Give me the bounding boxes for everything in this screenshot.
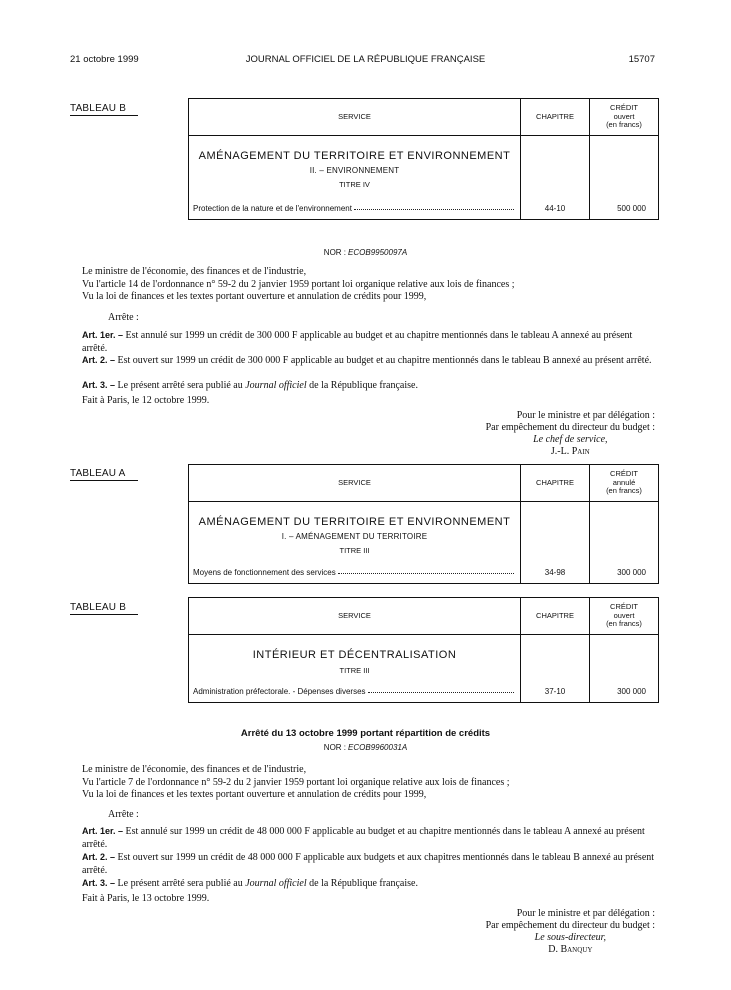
table-line: Administration préfectorale. - Dépenses diverses	[193, 687, 516, 696]
titre-label: TITRE III	[339, 666, 370, 675]
article-1: Art. 1er. – Est annulé sur 1999 un crédit de 48 000 000 F applicable au budget et au chapitre mentionnés dans le tableau A annexé au présent arrêté.	[82, 826, 645, 850]
table-header-row	[189, 465, 658, 502]
section-title: AMÉNAGEMENT DU TERRITOIRE ET ENVIRONNEMENT	[198, 516, 511, 528]
header-credit: CRÉDIT ouvert (en francs)	[606, 602, 642, 629]
header-credit: CRÉDIT ouvert (en francs)	[606, 103, 642, 130]
header-date: 21 octobre 1999	[70, 54, 139, 65]
subsection-title: II. – ENVIRONNEMENT	[309, 166, 400, 175]
header-page-number: 15707	[628, 54, 655, 65]
tableau-a-table	[188, 464, 659, 584]
titre-label: TITRE III	[339, 546, 370, 555]
fait-a-paris: Fait à Paris, le 13 octobre 1999.	[82, 893, 210, 904]
nor-line: NOR : ECOB9960031A	[323, 743, 408, 752]
tableau-b2-table	[188, 597, 659, 703]
section-title: AMÉNAGEMENT DU TERRITOIRE ET ENVIRONNEMENT	[198, 150, 511, 162]
article-2: Art. 2. – Est ouvert sur 1999 un crédit de 300 000 F applicable au budget et au chapitre mentionnés dans le tableau B annexé au présent arrêté.	[82, 355, 652, 366]
tableau-a-label: TABLEAU A	[70, 468, 138, 481]
header-chapitre: CHAPITRE	[536, 111, 574, 121]
chapitre-value: 44-10	[544, 204, 566, 213]
article-2: Art. 2. – Est ouvert sur 1999 un crédit de 48 000 000 F applicable aux budgets et aux chapitres mentionnés dans le tableau B annexé au présent arrêté.	[82, 852, 655, 876]
chapitre-value: 34-98	[544, 568, 566, 577]
header-chapitre: CHAPITRE	[536, 477, 574, 487]
header-service: SERVICE	[338, 477, 371, 487]
credit-value: 300 000	[617, 687, 646, 696]
chapitre-value: 37-10	[544, 687, 566, 696]
article-3: Art. 3. – Le présent arrêté sera publié au Journal officiel de la République française.	[82, 878, 418, 889]
fait-a-paris: Fait à Paris, le 12 octobre 1999.	[82, 395, 210, 406]
header-chapitre: CHAPITRE	[536, 610, 574, 620]
signature-block-2: Pour le ministre et par délégation : Par empêchement du directeur du budget : Le sous-directeur, D. Banquy	[485, 908, 655, 955]
table-line: Moyens de fonctionnement des services	[193, 568, 516, 577]
tableau-b2-label: TABLEAU B	[70, 602, 138, 615]
header-credit: CRÉDIT annulé (en francs)	[606, 469, 642, 496]
arrete-label: Arrête :	[108, 312, 139, 323]
section-title: INTÉRIEUR ET DÉCENTRALISATION	[252, 649, 457, 661]
subsection-title: I. – AMÉNAGEMENT DU TERRITOIRE	[281, 532, 428, 541]
titre-label: TITRE IV	[339, 180, 370, 189]
nor-line: NOR : ECOB9950097A	[323, 248, 408, 257]
decree2-title: Arrêté du 13 octobre 1999 portant répartition de crédits	[240, 728, 491, 739]
tableau-b1-table	[188, 98, 659, 220]
signature-block-1: Pour le ministre et par délégation : Par empêchement du directeur du budget : Le chef de service, J.-L. Pain	[485, 410, 655, 457]
arrete-label: Arrête :	[108, 809, 139, 820]
table-line: Protection de la nature et de l'environnement	[193, 204, 516, 213]
article-3: Art. 3. – Le présent arrêté sera publié au Journal officiel de la République française.	[82, 380, 418, 391]
header-service: SERVICE	[338, 111, 371, 121]
header-journal-title: JOURNAL OFFICIEL DE LA RÉPUBLIQUE FRANÇAISE	[245, 54, 486, 65]
table-header-row	[189, 99, 658, 136]
credit-value: 500 000	[617, 204, 646, 213]
decree1-preamble: Le ministre de l'économie, des finances et de l'industrie, Vu l'article 14 de l'ordonnance n° 59-2 du 2 janvier 1959 portant loi organique relative aux lois de finances ; Vu la loi de finances et les textes portant ouverture et annulation de crédits pour 1999,	[82, 266, 515, 302]
header-service: SERVICE	[338, 610, 371, 620]
tableau-b1-label: TABLEAU B	[70, 103, 138, 116]
decree2-preamble: Le ministre de l'économie, des finances et de l'industrie, Vu l'article 7 de l'ordonnance n° 59-2 du 2 janvier 1959 portant loi organique relative aux lois de finances ; Vu la loi de finances et les textes portant ouverture et annulation de crédits pour 1999,	[82, 764, 510, 800]
credit-value: 300 000	[617, 568, 646, 577]
article-1: Art. 1er. – Est annulé sur 1999 un crédit de 300 000 F applicable au budget et au chapitre mentionnés dans le tableau A annexé au présent arrêté.	[82, 330, 633, 354]
table-header-row	[189, 598, 658, 635]
